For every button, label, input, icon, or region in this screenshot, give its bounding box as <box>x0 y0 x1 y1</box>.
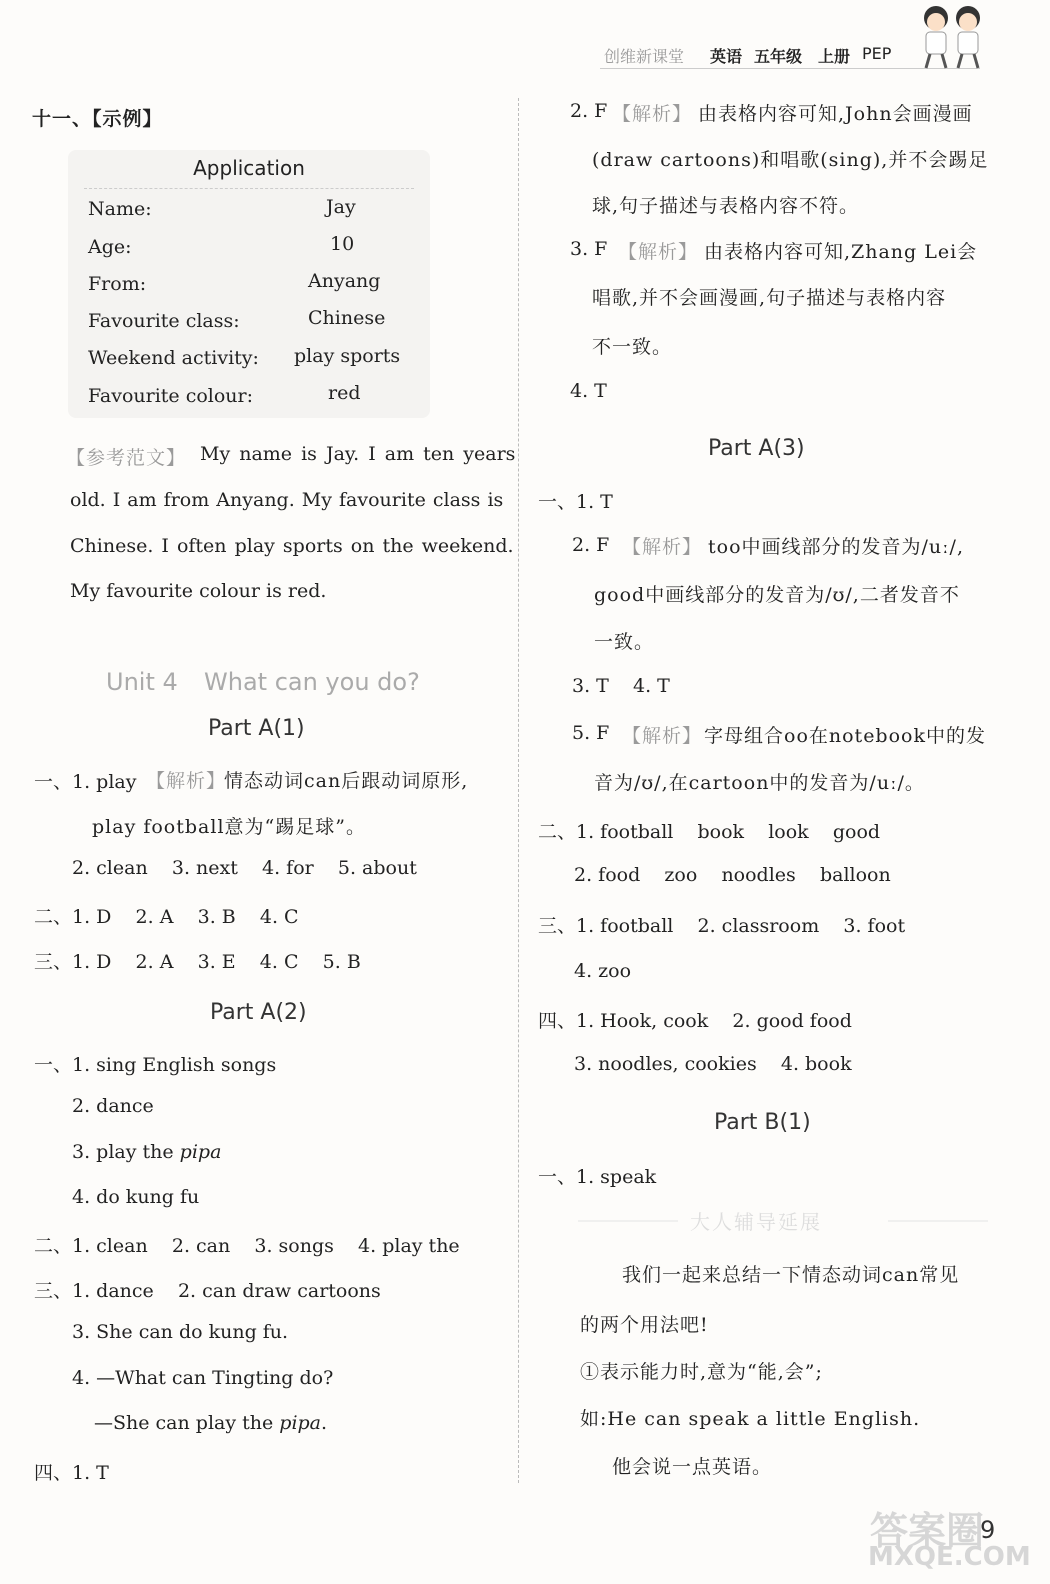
header-subject: 英语 <box>710 47 743 66</box>
answer-line: 一、1. speak <box>538 1166 657 1188</box>
answer-line: 三、1. D 2. A 3. E 4. C 5. B <box>34 951 361 973</box>
part-b1-heading: Part B(1) <box>714 1110 811 1135</box>
tip-text: 如:He can speak a little English. <box>580 1408 921 1430</box>
answer-line: 4. T <box>570 380 607 402</box>
analysis-tag: 【解析】 <box>622 725 703 747</box>
section-11-title: 十一、【示例】 <box>32 108 163 130</box>
analysis-text: 音为/ʊ/,在cartoon中的发音为/uː/。 <box>594 772 925 794</box>
answer-line: 2. food zoo noodles balloon <box>574 864 891 886</box>
card-value: play sports <box>294 345 401 367</box>
card-value: 10 <box>330 233 355 255</box>
answer-line: 一、1. play <box>34 771 137 793</box>
analysis-tag: 【解析】 <box>612 103 693 125</box>
answer-line: 一、1. sing English songs <box>34 1054 277 1076</box>
analysis-text: (draw cartoons)和唱歌(sing),并不会踢足 <box>592 149 989 171</box>
header-grade: 五年级 <box>754 47 803 66</box>
unit-number: Unit 4 <box>106 668 178 696</box>
answer-line: 3. noodles, cookies 4. book <box>574 1053 852 1075</box>
card-key: Favourite colour: <box>88 385 254 407</box>
essay-tag: 【参考范文】 <box>66 447 187 469</box>
answer-line: 2. dance <box>72 1095 154 1117</box>
answer-line: 4. do kung fu <box>72 1186 200 1208</box>
answer-line: 三、1. football 2. classroom 3. foot <box>538 915 906 937</box>
answer-line: 二、1. clean 2. can 3. songs 4. play the <box>34 1235 460 1257</box>
answer-line: 3. play the <box>72 1141 180 1163</box>
card-value: Chinese <box>308 307 386 329</box>
header-series: 创维新课堂 <box>604 47 685 66</box>
answer-line: —She can play the <box>94 1412 280 1434</box>
analysis-tag: 【解析】 <box>618 241 699 263</box>
answer-line: 2. F <box>572 534 610 556</box>
analysis-text: too中画线部分的发音为/uː/, <box>708 536 964 558</box>
answer-line: 4. zoo <box>574 960 632 982</box>
analysis-text: 球,句子描述与表格内容不符。 <box>592 195 860 217</box>
answer-line: 3. F <box>570 238 608 260</box>
analysis-text: 字母组合oo在notebook中的发 <box>704 725 986 747</box>
answer-line: 5. F <box>572 722 610 744</box>
card-value: red <box>328 382 361 404</box>
card-value: Anyang <box>308 270 381 292</box>
column-divider <box>518 98 519 1483</box>
analysis-text: 由表格内容可知,Zhang Lei会 <box>704 241 978 263</box>
answer-line: 2. clean 3. next 4. for 5. about <box>72 857 417 879</box>
answer-line: 二、1. D 2. A 3. B 4. C <box>34 906 299 928</box>
answer-line: 一、1. T <box>538 491 613 513</box>
page-number: 9 <box>980 1516 996 1544</box>
kids-mascot-icon <box>912 4 992 70</box>
watermark-url: MXQE.COM <box>868 1542 1031 1572</box>
card-key: Weekend activity: <box>88 347 259 369</box>
card-value: Jay <box>326 196 356 218</box>
answer-line: 2. F <box>570 100 608 122</box>
header-volume: 上册 <box>818 47 851 66</box>
part-a3-heading: Part A(3) <box>708 436 805 461</box>
answer-line: 二、1. football book look good <box>538 821 881 843</box>
answer-italic: pipa <box>179 1141 222 1163</box>
watermark-logo: 答案圈 <box>870 1509 985 1553</box>
analysis-text: play football意为“踢足球”。 <box>92 816 366 838</box>
answer-italic: pipa <box>279 1412 322 1434</box>
analysis-text: 情态动词can后跟动词原形, <box>224 770 469 792</box>
answer-line: . <box>321 1412 328 1434</box>
tip-text: ①表示能力时,意为“能,会”; <box>580 1361 823 1383</box>
analysis-tag: 【解析】 <box>622 536 703 558</box>
tip-text: 他会说一点英语。 <box>612 1456 773 1478</box>
answer-line: 3. T 4. T <box>572 675 670 697</box>
essay-line: old. I am from Anyang. My favourite class is <box>70 489 504 511</box>
part-a1-heading: Part A(1) <box>208 716 305 741</box>
unit-title: What can you do? <box>204 668 420 696</box>
essay-line: Chinese. I often play sports on the weekend. <box>70 535 514 557</box>
card-key: From: <box>88 273 147 295</box>
analysis-text: 唱歌,并不会画漫画,句子描述与表格内容 <box>592 287 947 309</box>
card-key: Age: <box>88 236 132 258</box>
part-a2-heading: Part A(2) <box>210 1000 307 1025</box>
card-divider <box>84 188 414 189</box>
card-key: Favourite class: <box>88 310 240 332</box>
analysis-text: 由表格内容可知,John会画漫画 <box>698 103 973 125</box>
answer-line: 四、1. T <box>34 1462 109 1484</box>
card-key: Name: <box>88 198 152 220</box>
card-title: Application <box>193 156 305 180</box>
analysis-text: 不一致。 <box>592 336 673 358</box>
analysis-text: 一致。 <box>594 631 655 653</box>
answer-line: 四、1. Hook, cook 2. good food <box>538 1010 852 1032</box>
essay-line: My favourite colour is red. <box>70 580 327 602</box>
analysis-text: good中画线部分的发音为/ʊ/,二者发音不 <box>594 584 960 606</box>
header-edition: PEP <box>862 44 892 63</box>
answer-line: 三、1. dance 2. can draw cartoons <box>34 1280 381 1302</box>
tip-text: 我们一起来总结一下情态动词can常见 <box>622 1264 960 1286</box>
analysis-tag: 【解析】 <box>146 770 227 792</box>
tip-text: 的两个用法吧! <box>580 1314 709 1336</box>
answer-line: 3. She can do kung fu. <box>72 1321 289 1343</box>
essay-line: My name is Jay. I am ten years <box>200 443 516 465</box>
answer-line: 4. —What can Tingting do? <box>72 1367 334 1389</box>
extension-banner-title: 大人辅导延展 <box>690 1210 822 1234</box>
